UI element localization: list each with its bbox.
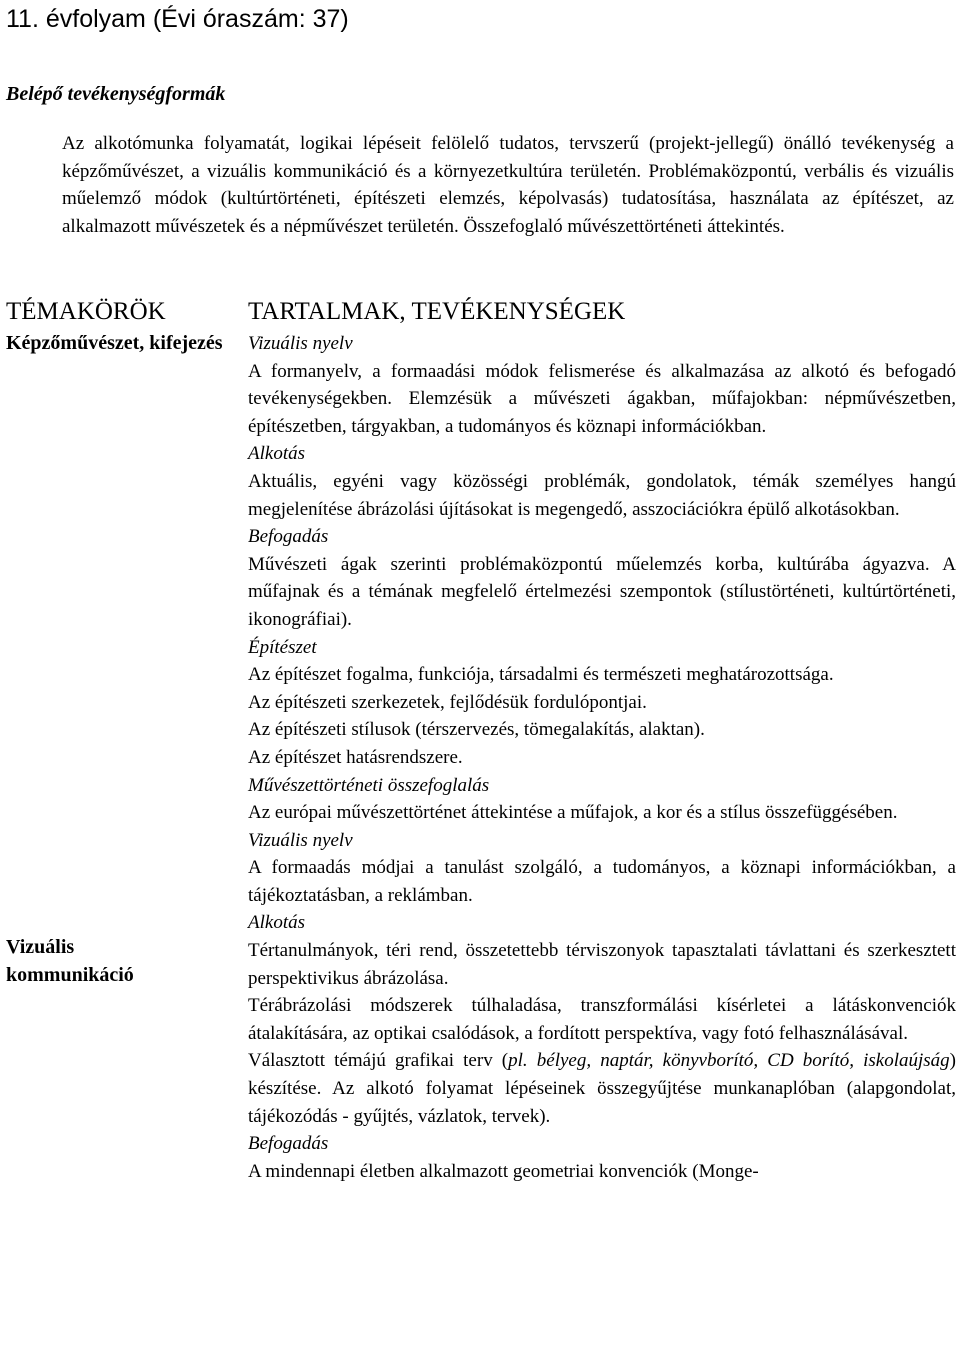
- text-run: ) készítése. Az alkotó folyamat lépéseinek összegyűjtése munkanaplóban (alapgondolat, tájékozódás - gyűjtés, vázlatok, tervek).: [248, 1050, 956, 1127]
- content-header: TARTALMAK, TEVÉKENYSÉGEK: [248, 298, 626, 325]
- paragraph: Térábrázolási módszerek túlhaladása, transzformálási kísérletei a látáskonvenciók átalakítására, az optikai csalódások, a fordított perspektíva, vagy fotó felhasználásával.: [248, 995, 956, 1044]
- paragraph: Az építészet hatásrendszere.: [248, 746, 463, 768]
- topic-visual-communication: Vizuális kommunikáció: [6, 936, 134, 986]
- paragraph: Az építészeti stílusok (térszervezés, tömegalakítás, alaktan).: [248, 719, 705, 741]
- intro-paragraph: Az alkotómunka folyamatát, logikai lépéseit felölelő tudatos, tervszerű (projekt-jellegű) önálló tevékenység a képzőművészet, a vizuális kommunikáció és a környezetkultúra területén. Problémaközpontú, verbális és vizuális műelemző módok (kultúrtörténeti, építészeti elemzés, képolvasás) tudatosítása, használata az építészet, az alkalmazott művészetek és a népművészet területén. Összefoglaló művészettörténeti áttekintés.: [62, 133, 954, 237]
- section-visual-language: Vizuális nyelv: [248, 829, 353, 851]
- paragraph: A formanyelv, a formaadási módok felismerése és alkalmazása az alkotó és befogadó tevékenységekben. Elemzésük a művészeti ágakban, műfajokban: népművészetben, építészetben, tárgyakban, a tudományos és köznapi információkban.: [248, 360, 956, 437]
- section-reception: Befogadás: [248, 526, 329, 548]
- text-run: Választott témájú grafikai terv (: [248, 1050, 509, 1072]
- paragraph: Az európai művészettörténet áttekintése a műfajok, a kor és a stílus összefüggésében.: [248, 802, 898, 824]
- section-creation: Alkotás: [248, 443, 305, 465]
- section-art-history-summary: Művészettörténeti összefoglalás: [248, 774, 490, 796]
- topics-column: [6, 294, 236, 986]
- paragraph: A formaadás módjai a tanulást szolgáló, a tudományos, a köznapi információkban, a tájékoztatásban, a reklámban.: [248, 857, 956, 906]
- page-title: 11. évfolyam (Évi óraszám: 37): [6, 5, 349, 33]
- content-column: [248, 294, 956, 1185]
- paragraph: Az építészeti szerkezetek, fejlődésük fordulópontjai.: [248, 691, 647, 713]
- section-heading: Belépő tevékenységformák: [6, 83, 226, 105]
- paragraph: Aktuális, egyéni vagy közösségi problémák, gondolatok, témák személyes hangú megjelenítése ábrázolási újításokat is megengedő, asszociációkra épülő alkotásokban.: [248, 470, 956, 520]
- paragraph: Tértanulmányok, téri rend, összetettebb térviszonyok tapasztalati távlattani és szerkesztett perspektivikus ábrázolása.: [248, 940, 956, 989]
- section-visual-language: Vizuális nyelv: [248, 333, 353, 354]
- paragraph: Művészeti ágak szerinti problémaközpontú műelemzés korba, kultúrába ágyazva. A műfajnak és a témának megfelelő értelmezési szempontok (stílustörténeti, kultúrtörténeti, ikonográfiai).: [248, 553, 956, 630]
- paragraph: [248, 1047, 956, 1130]
- topic-fine-arts: Képzőművészet, kifejezés: [6, 332, 223, 354]
- paragraph: A mindennapi életben alkalmazott geometriai konvenciók (Monge-: [248, 1160, 759, 1182]
- text-run-italic: pl. bélyeg, naptár, könyvborító, CD borító, iskolaújság: [508, 1050, 950, 1072]
- topics-header: TÉMAKÖRÖK: [6, 298, 166, 325]
- section-reception: Befogadás: [248, 1133, 329, 1155]
- section-creation: Alkotás: [248, 912, 305, 934]
- paragraph: Az építészet fogalma, funkciója, társadalmi és természeti meghatározottsága.: [248, 664, 834, 686]
- section-architecture: Építészet: [248, 636, 317, 658]
